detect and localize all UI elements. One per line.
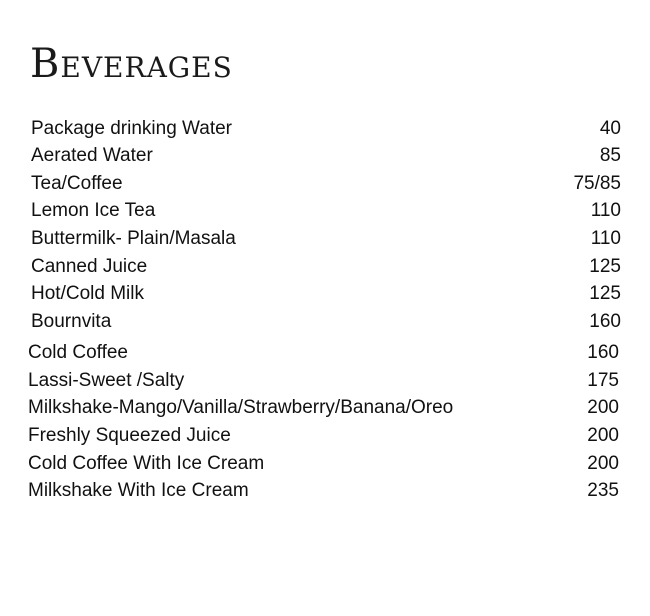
menu-item-price: 125 [589,256,621,277]
menu-item-name: Tea/Coffee [31,173,123,194]
menu-item-price: 75/85 [573,173,621,194]
menu-item [28,340,619,366]
menu-item-price: 85 [599,145,621,166]
menu-item-price: 40 [599,118,621,139]
menu-item-name: Hot/Cold Milk [31,283,144,304]
menu-item-name: Buttermilk- Plain/Masala [31,228,236,249]
menu-item [31,254,621,280]
menu-item-name: Milkshake-Mango/Vanilla/Strawberry/Banana/Oreo [28,397,454,418]
menu-item [31,116,621,142]
menu-item-name: Lemon Ice Tea [31,200,156,221]
menu-item-name: Cold Coffee [28,342,128,363]
menu-item-price: 200 [587,397,619,418]
menu-item-name: Canned Juice [31,256,148,277]
menu-item-name: Package drinking Water [31,118,233,139]
menu-item-name: Cold Coffee With Ice Cream [28,453,265,474]
menu-item-price: 175 [587,370,619,391]
menu-section-title: Beverages [30,41,233,87]
menu-item [31,198,621,224]
menu-item [31,281,621,307]
menu-item-price: 200 [587,425,619,446]
menu-item-name: Milkshake With Ice Cream [28,480,249,501]
menu-item-price: 160 [587,342,619,363]
menu-item [28,478,619,504]
menu-item [28,368,619,394]
menu-item [31,171,621,197]
menu-item-price: 235 [587,480,619,501]
menu-item-name: Aerated Water [31,145,153,166]
menu-item [31,309,621,335]
menu-item-price: 125 [589,283,621,304]
menu-item [31,226,621,252]
menu-item [28,395,619,421]
menu-item-name: Lassi-Sweet /Salty [28,370,185,391]
menu-item [28,423,619,449]
menu-item-price: 160 [589,311,621,332]
menu-item [31,143,621,169]
menu-item-name: Freshly Squeezed Juice [28,425,231,446]
menu-item-price: 110 [590,228,621,249]
menu-item-price: 200 [587,453,619,474]
menu-item-price: 110 [590,200,621,221]
menu-item [28,451,619,477]
menu-item-name: Bournvita [31,311,112,332]
